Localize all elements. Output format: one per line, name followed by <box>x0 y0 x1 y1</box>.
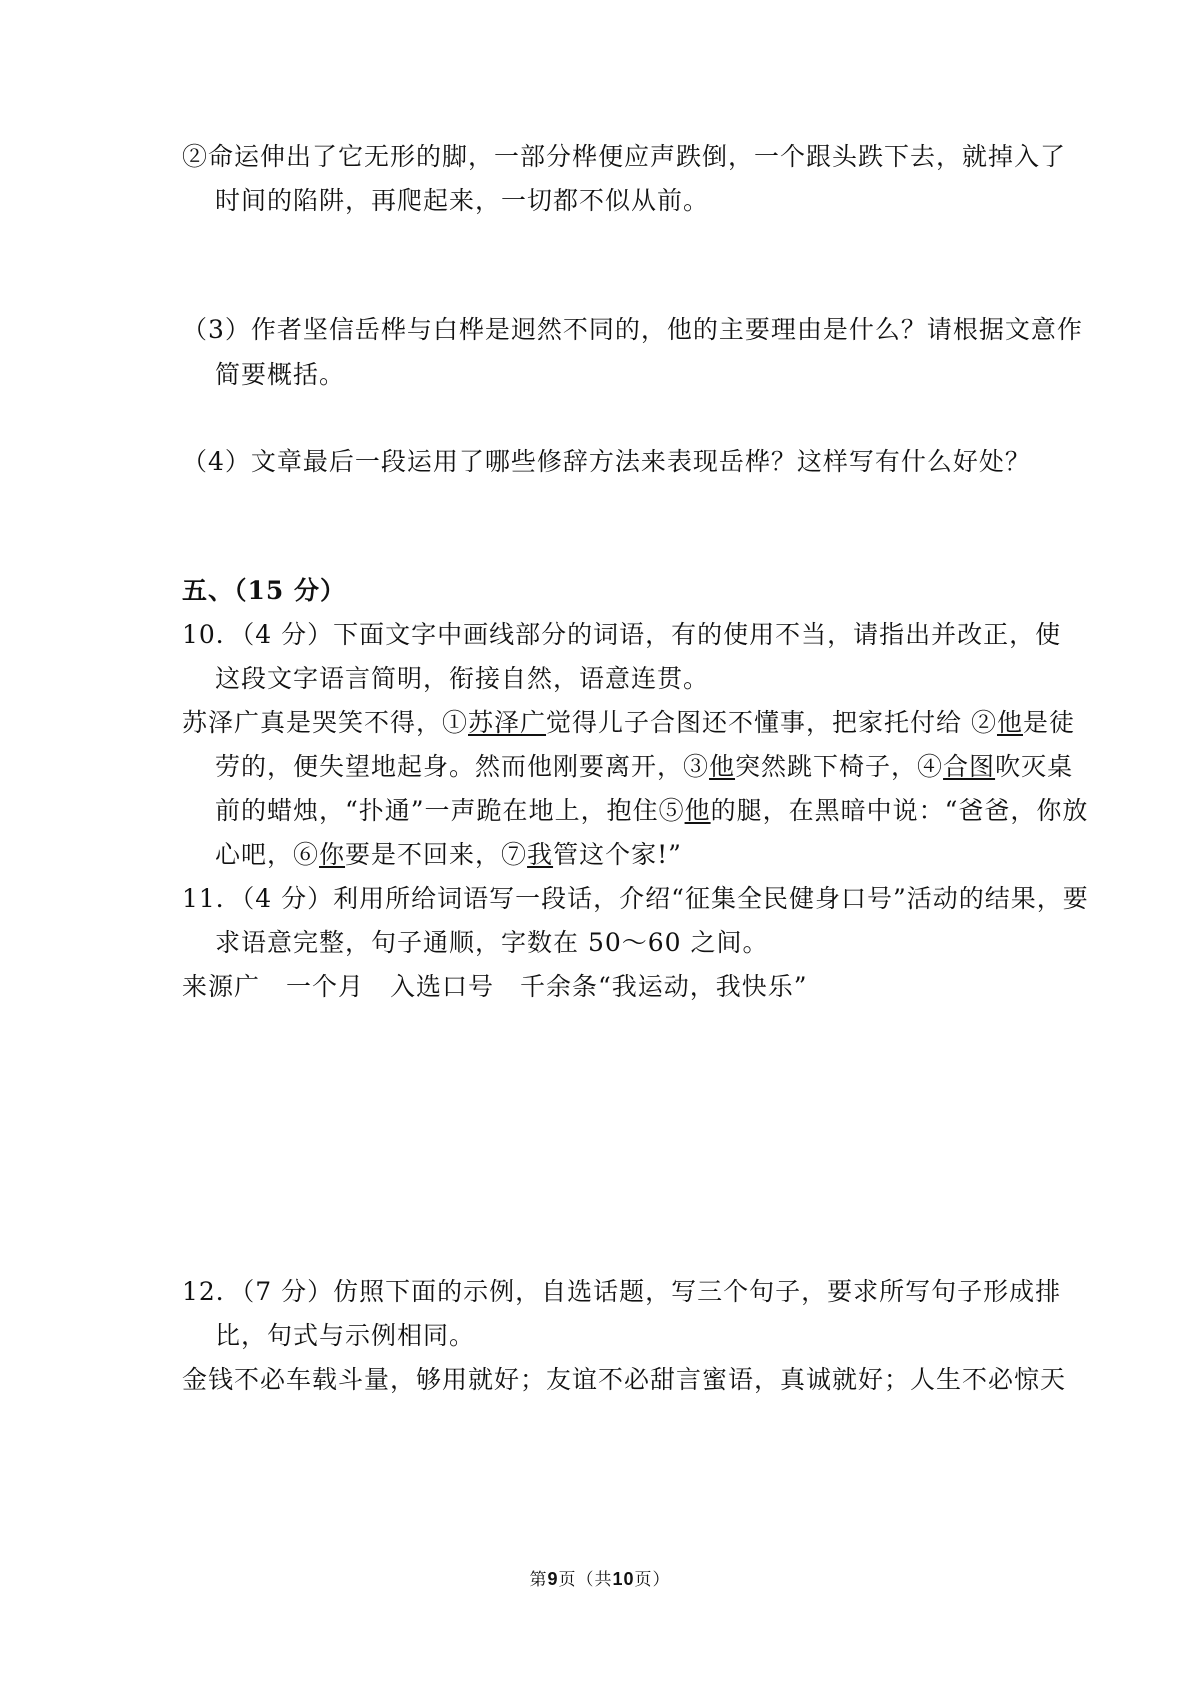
q10-line1: 10．（4 分）下面文字中画线部分的词语，有的使用不当，请指出并改正，使 <box>182 620 1062 649</box>
footer-total-pages: 10 <box>612 1569 635 1589</box>
underlined-word: 我 <box>527 840 554 869</box>
q12-line1: 12．（7 分）仿照下面的示例，自选话题，写三个句子，要求所写句子形成排 <box>182 1277 1062 1306</box>
q10-passage-line1 <box>182 707 1075 739</box>
q10-passage-line2 <box>215 751 1073 783</box>
passage-text: 前的蜡烛，“扑通”一声跪在地上，抱住⑤ <box>215 796 685 825</box>
q9-sub3-line1: （3）作者坚信岳桦与白桦是迥然不同的，他的主要理由是什么？请根据文意作 <box>182 315 1083 344</box>
q11-line2: 求语意完整，句子通顺，字数在 50～60 之间。 <box>215 928 769 957</box>
underlined-word: 他 <box>996 708 1023 737</box>
q12-example: 金钱不必车载斗量，够用就好；友谊不必甜言蜜语，真诚就好；人生不必惊天 <box>182 1365 1067 1394</box>
passage-text: 管这个家!” <box>553 840 682 869</box>
passage-text: 苏泽广真是哭笑不得，① <box>182 708 469 737</box>
q9-item2-line2: 时间的陷阱，再爬起来，一切都不似从前。 <box>215 186 710 215</box>
passage-text: 心吧，⑥ <box>215 840 320 869</box>
footer-page-number: 9 <box>547 1569 559 1589</box>
passage-text: 要是不回来，⑦ <box>345 840 528 869</box>
passage-text: 的腿，在黑暗中说：“爸爸，你放 <box>710 796 1089 825</box>
q10-passage-line3 <box>215 795 1088 827</box>
q9-sub3-line2: 简要概括。 <box>215 360 346 389</box>
q10-line2: 这段文字语言简明，衔接自然，语意连贯。 <box>215 664 710 693</box>
q11-given-words: 来源广 一个月 入选口号 千余条“我运动，我快乐” <box>182 972 808 1001</box>
footer-suffix: 页） <box>634 1570 671 1590</box>
q10-passage-line4 <box>215 839 682 871</box>
underlined-word: 你 <box>319 840 346 869</box>
section-heading: 五、（15 分） <box>182 576 346 605</box>
underlined-word: 合图 <box>943 752 996 781</box>
footer-prefix: 第 <box>529 1570 548 1590</box>
q9-sub4: （4）文章最后一段运用了哪些修辞方法来表现岳桦？这样写有什么好处？ <box>182 447 1031 476</box>
underlined-word: 他 <box>709 752 736 781</box>
passage-text: 突然跳下椅子，④ <box>735 752 944 781</box>
passage-text: 吹灭桌 <box>995 752 1074 781</box>
underlined-word: 苏泽广 <box>468 708 547 737</box>
passage-text: 觉得儿子合图还不懂事，把家托付给 ② <box>546 708 997 737</box>
q9-item2-line1: ②命运伸出了它无形的脚，一部分桦便应声跌倒，一个跟头跌下去，就掉入了 <box>182 142 1067 171</box>
passage-text: 劳的，便失望地起身。然而他刚要离开，③ <box>215 752 710 781</box>
underlined-word: 他 <box>684 796 711 825</box>
footer-middle: 页（共 <box>558 1570 613 1590</box>
q12-line2: 比，句式与示例相同。 <box>215 1321 476 1350</box>
q11-line1: 11．（4 分）利用所给词语写一段话，介绍“征集全民健身口号”活动的结果，要 <box>182 884 1089 913</box>
page-footer <box>0 1568 1200 1591</box>
passage-text: 是徒 <box>1023 708 1076 737</box>
